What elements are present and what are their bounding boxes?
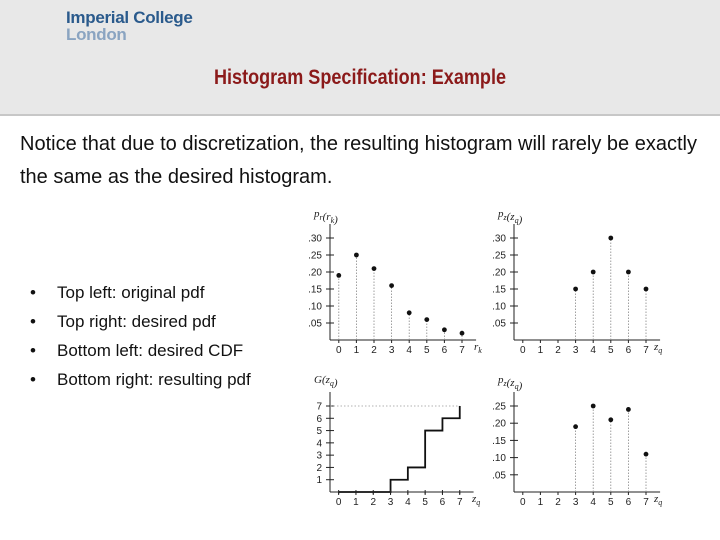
x-tick-label: 3 xyxy=(572,345,579,356)
logo-line-2: London xyxy=(66,25,127,44)
y-tick-label: 3 xyxy=(316,450,322,462)
x-tick-label: 4 xyxy=(590,497,596,508)
y-tick-label: .05 xyxy=(492,318,506,330)
x-tick-label: 3 xyxy=(388,345,395,356)
y-tick-label: .15 xyxy=(492,435,506,447)
x-tick-label: 0 xyxy=(336,345,342,356)
x-tick-label: 5 xyxy=(608,497,614,508)
data-point xyxy=(460,331,465,336)
data-point xyxy=(573,287,578,292)
cdf-step-line xyxy=(339,406,460,492)
x-tick-label: 1 xyxy=(353,497,359,508)
data-point xyxy=(608,417,613,422)
x-tick-label: 2 xyxy=(555,497,561,508)
x-tick-label: 6 xyxy=(625,345,632,356)
x-tick-label: 1 xyxy=(537,345,544,356)
y-tick-label: .25 xyxy=(308,250,322,262)
slide-title: Histogram Specification: Example xyxy=(213,66,507,89)
data-point xyxy=(389,283,394,288)
x-tick-label: 2 xyxy=(371,345,377,356)
x-tick-label: 0 xyxy=(335,497,342,508)
chart-panel-1 xyxy=(308,208,482,356)
data-point xyxy=(354,253,359,258)
y-tick-label: 6 xyxy=(316,413,322,425)
x-tick-label: 2 xyxy=(555,345,561,356)
x-tick-label: 5 xyxy=(422,497,428,508)
y-tick-label: .25 xyxy=(492,401,506,413)
data-point xyxy=(442,327,447,332)
data-point xyxy=(372,266,377,271)
data-point xyxy=(608,236,613,241)
data-point xyxy=(626,407,631,412)
y-tick-label: .05 xyxy=(492,470,506,482)
y-axis-label: $p_z(z_q)$ xyxy=(498,374,523,392)
x-axis-label: $z_q$ xyxy=(654,341,663,355)
y-tick-label: 7 xyxy=(316,401,322,413)
x-tick-label: 7 xyxy=(456,497,463,508)
x-tick-label: 6 xyxy=(625,497,632,508)
data-point xyxy=(573,424,578,429)
y-tick-label: 5 xyxy=(316,426,322,438)
logo-line-1: Imperial College xyxy=(66,8,193,27)
y-tick-label: .25 xyxy=(492,250,506,262)
bullet-text: Top right: desired pdf xyxy=(57,312,216,331)
y-tick-label: .05 xyxy=(308,318,322,330)
y-tick-label: 1 xyxy=(316,475,322,487)
x-tick-label: 3 xyxy=(387,497,394,508)
x-axis-label: $z_q$ xyxy=(654,493,663,507)
data-point xyxy=(591,404,596,409)
bullet-text: Bottom left: desired CDF xyxy=(57,341,244,360)
data-point xyxy=(644,452,649,457)
x-tick-label: 3 xyxy=(572,497,579,508)
x-tick-label: 4 xyxy=(405,497,411,508)
chart-panel-2 xyxy=(492,208,662,356)
data-point xyxy=(407,310,412,315)
x-tick-label: 7 xyxy=(643,345,649,356)
y-tick-label: .15 xyxy=(308,284,322,296)
x-tick-label: 2 xyxy=(370,497,377,508)
data-point xyxy=(424,317,429,322)
x-tick-label: 7 xyxy=(643,497,649,508)
y-tick-label: .20 xyxy=(492,267,506,279)
y-tick-label: .10 xyxy=(308,301,322,313)
bullet-icon: • xyxy=(30,341,36,360)
x-axis-label: $z_q$ xyxy=(472,493,481,507)
chart-panel-4 xyxy=(492,374,662,508)
bullet-icon: • xyxy=(30,283,36,302)
x-tick-label: 1 xyxy=(537,497,544,508)
chart-panel-3 xyxy=(314,374,480,508)
x-tick-label: 4 xyxy=(406,345,412,356)
y-tick-label: .15 xyxy=(492,284,506,296)
data-point xyxy=(644,287,649,292)
y-axis-label: $G(z_q)$ xyxy=(314,374,338,389)
y-tick-label: .30 xyxy=(308,233,322,245)
y-tick-label: .10 xyxy=(492,301,506,313)
y-tick-label: 4 xyxy=(316,438,322,450)
bullet-text: Top left: original pdf xyxy=(57,283,205,302)
x-tick-label: 6 xyxy=(441,345,448,356)
data-point xyxy=(591,270,596,275)
y-tick-label: .20 xyxy=(492,418,506,430)
x-tick-label: 7 xyxy=(459,345,465,356)
x-tick-label: 5 xyxy=(608,345,614,356)
x-tick-label: 0 xyxy=(520,497,526,508)
x-axis-label: $r_k$ xyxy=(474,341,482,355)
x-tick-label: 4 xyxy=(590,345,596,356)
bullet-icon: • xyxy=(30,370,36,389)
x-tick-label: 1 xyxy=(353,345,360,356)
y-axis-label: $p_r(r_k)$ xyxy=(314,208,338,226)
data-point xyxy=(626,270,631,275)
y-tick-label: .10 xyxy=(492,453,506,465)
x-tick-label: 5 xyxy=(424,345,430,356)
y-axis-label: $p_z(z_q)$ xyxy=(498,208,523,226)
x-tick-label: 0 xyxy=(520,345,526,356)
body-paragraph: Notice that due to discretization, the resulting histogram will rarely be exactly the same as the desired histogram. xyxy=(20,133,697,188)
data-point xyxy=(336,273,341,278)
y-tick-label: .20 xyxy=(308,267,322,279)
bullet-text: Bottom right: resulting pdf xyxy=(57,370,251,389)
y-tick-label: 2 xyxy=(316,462,322,474)
y-tick-label: .30 xyxy=(492,233,506,245)
x-tick-label: 6 xyxy=(439,497,446,508)
bullet-icon: • xyxy=(30,312,36,331)
